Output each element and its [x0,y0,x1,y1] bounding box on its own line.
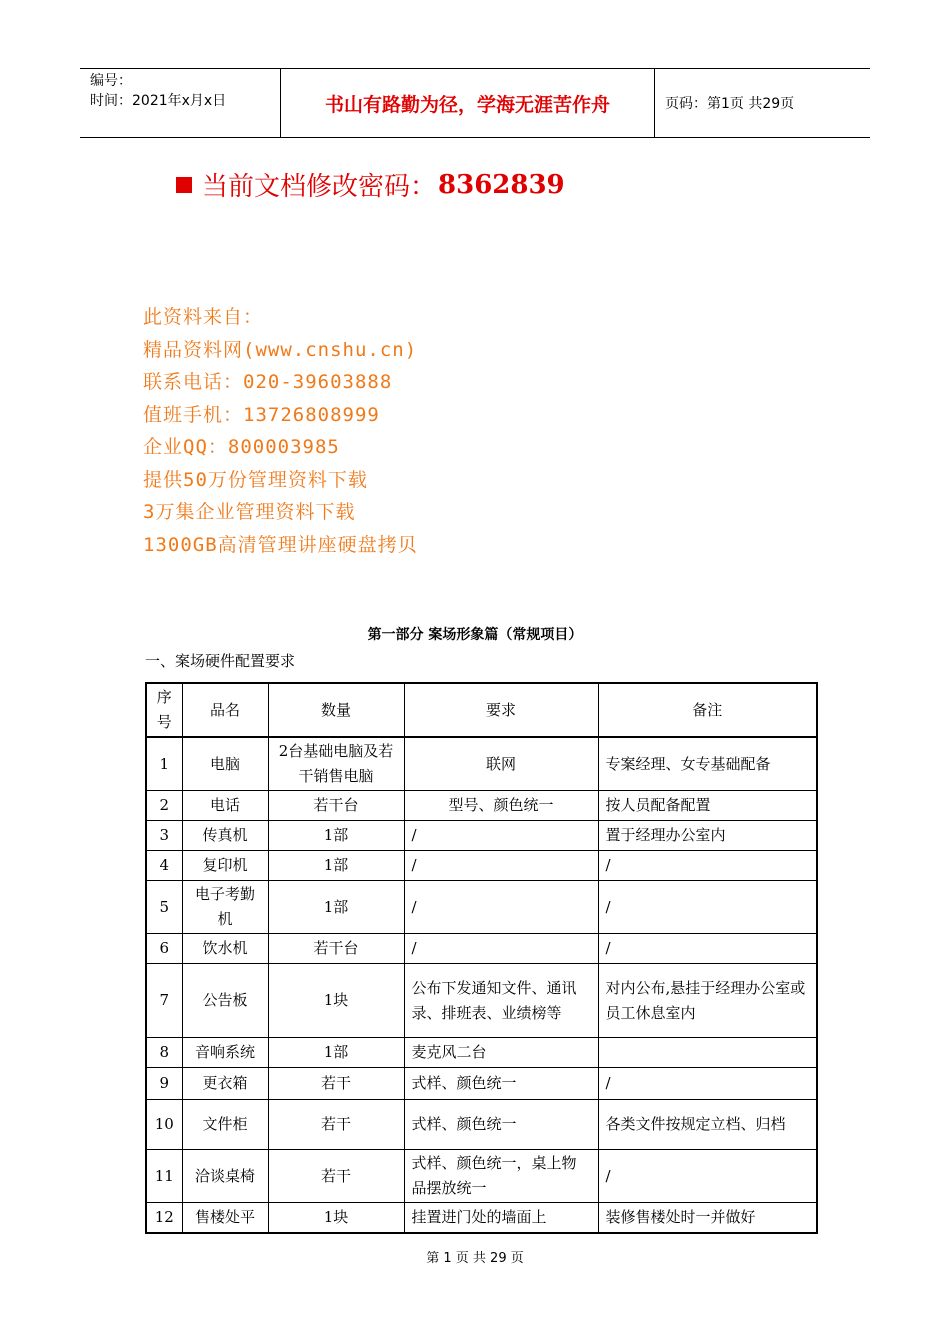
cell-requirement: 型号、颜色统一 [404,791,598,821]
table-row [146,821,817,851]
cell-index: 2 [146,791,182,821]
cell-quantity: 若干台 [268,791,404,821]
cell-requirement: 联网 [404,737,598,791]
cell-quantity: 若干 [268,1100,404,1150]
cell-remark: / [598,851,817,881]
cell-quantity: 1部 [268,1038,404,1068]
cell-quantity: 若干台 [268,934,404,964]
cell-index: 1 [146,737,182,791]
cell-index: 4 [146,851,182,881]
cell-quantity: 1部 [268,851,404,881]
cell-requirement: / [404,821,598,851]
cell-index: 3 [146,821,182,851]
col-header-remark: 备注 [598,683,817,737]
table-row [146,881,817,934]
part-title: 第一部分 案场形象篇（常规项目） [367,627,583,643]
cell-index: 10 [146,1100,182,1150]
cell-remark: / [598,881,817,934]
cell-item: 售楼处平 [182,1203,268,1233]
source-line: 1300GB高清管理讲座硬盘拷贝 [143,533,418,556]
table-row [146,964,817,1038]
cell-quantity: 1部 [268,881,404,934]
cell-remark: 装修售楼处时一并做好 [598,1203,817,1233]
cell-quantity: 若干 [268,1068,404,1100]
cell-remark: / [598,934,817,964]
source-info [143,303,418,563]
cell-item: 传真机 [182,821,268,851]
page-footer: 第 1 页 共 29 页 [426,1251,524,1266]
cell-quantity: 1部 [268,821,404,851]
header-meta [80,69,281,137]
document-header [80,68,870,138]
cell-item: 复印机 [182,851,268,881]
source-line: 3万集企业管理资料下载 [143,501,356,523]
cell-requirement: 挂置进门处的墙面上 [404,1203,598,1233]
source-line: 企业QQ：800003985 [143,436,340,458]
table-row [146,851,817,881]
col-header-index: 序号 [146,683,182,737]
cell-index: 11 [146,1150,182,1203]
hardware-table [145,682,818,1234]
table-row [146,1038,817,1068]
square-bullet-icon [176,177,192,193]
cell-index: 12 [146,1203,182,1233]
cell-item: 洽谈桌椅 [182,1150,268,1203]
cell-remark [598,1038,817,1068]
cell-requirement: 式样、颜色统一，桌上物品摆放统一 [404,1150,598,1203]
source-line: 精品资料网(www.cnshu.cn) [143,338,418,361]
cell-remark: / [598,1150,817,1203]
cell-index: 5 [146,881,182,934]
cell-remark: 置于经理办公室内 [598,821,817,851]
header-page-info: 页码：第1页 共29页 [665,96,795,112]
cell-quantity: 若干 [268,1150,404,1203]
cell-requirement: / [404,851,598,881]
table-row [146,791,817,821]
password-label: 当前文档修改密码： [202,172,437,202]
table-row [146,1068,817,1100]
cell-requirement: 式样、颜色统一 [404,1068,598,1100]
cell-requirement: / [404,881,598,934]
cell-requirement: 式样、颜色统一 [404,1100,598,1150]
col-header-item: 品名 [182,683,268,737]
table-row [146,934,817,964]
time-label: 时间：2021年x月x日 [90,93,227,109]
cell-requirement: 公布下发通知文件、通讯录、排班表、业绩榜等 [404,964,598,1038]
table-row [146,737,817,791]
cell-item: 音响系统 [182,1038,268,1068]
source-line: 值班手机：13726808999 [143,403,380,426]
cell-remark: 按人员配备配置 [598,791,817,821]
cell-requirement: / [404,934,598,964]
cell-item: 更衣箱 [182,1068,268,1100]
table-row [146,1150,817,1203]
cell-index: 6 [146,934,182,964]
password-line [176,166,565,203]
table-header-row [146,683,817,737]
cell-quantity: 1块 [268,964,404,1038]
cell-item: 文件柜 [182,1100,268,1150]
cell-quantity: 2台基础电脑及若干销售电脑 [268,737,404,791]
cell-index: 7 [146,964,182,1038]
code-label: 编号： [90,73,132,89]
source-line: 提供50万份管理资料下载 [143,468,368,491]
cell-remark: 专案经理、女专基础配备 [598,737,817,791]
cell-index: 8 [146,1038,182,1068]
password-value: 8362839 [438,169,565,200]
header-motto: 书山有路勤为径，学海无涯苦作舟 [281,69,655,137]
source-line: 此资料来自： [143,306,264,328]
cell-quantity: 1块 [268,1203,404,1233]
cell-item: 电脑 [182,737,268,791]
cell-remark: 对内公布,悬挂于经理办公室或员工休息室内 [598,964,817,1038]
col-header-quantity: 数量 [268,683,404,737]
col-header-requirement: 要求 [404,683,598,737]
section-title: 一、案场硬件配置要求 [145,652,296,670]
cell-remark: 各类文件按规定立档、归档 [598,1100,817,1150]
cell-item: 电话 [182,791,268,821]
source-line: 联系电话：020-39603888 [143,371,393,393]
cell-item: 饮水机 [182,934,268,964]
table-row [146,1100,817,1150]
cell-remark: / [598,1068,817,1100]
cell-item: 电子考勤机 [182,881,268,934]
table-row [146,1203,817,1233]
cell-index: 9 [146,1068,182,1100]
cell-item: 公告板 [182,964,268,1038]
cell-requirement: 麦克风二台 [404,1038,598,1068]
